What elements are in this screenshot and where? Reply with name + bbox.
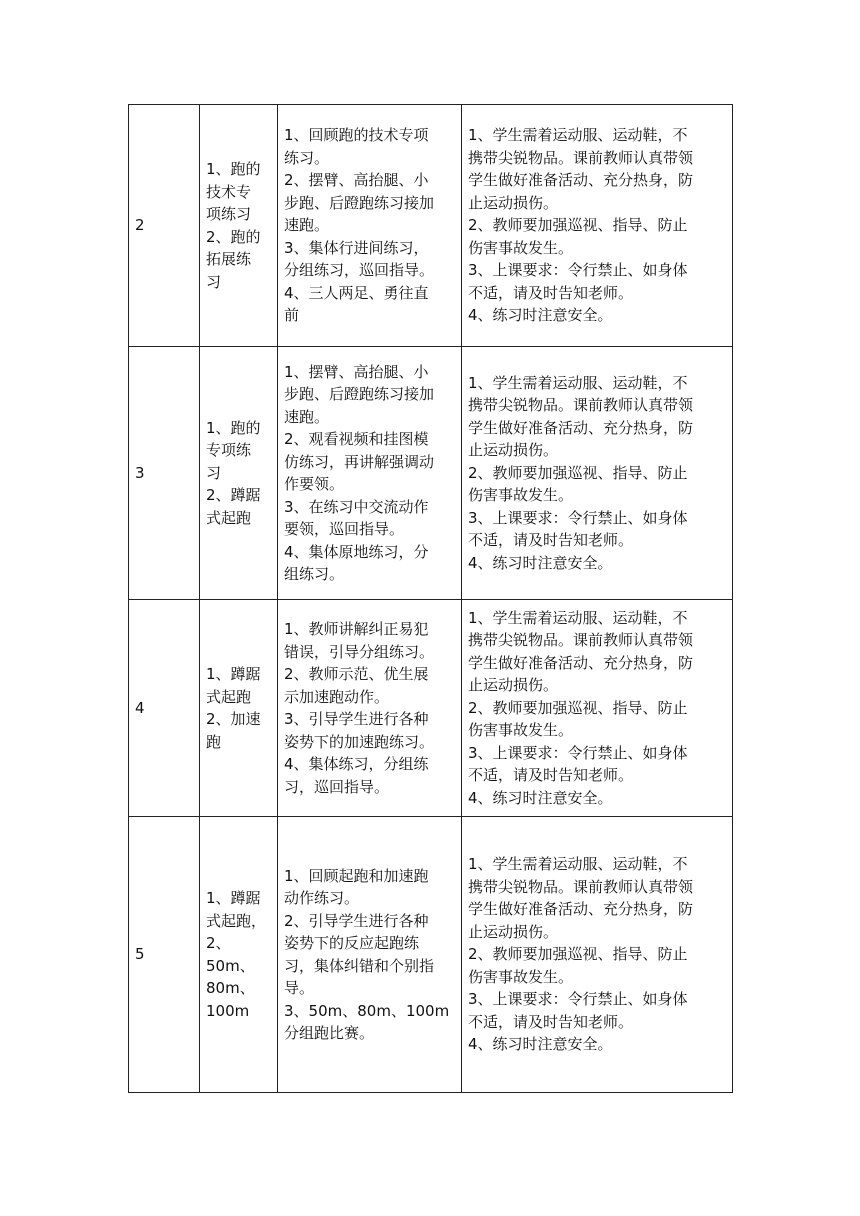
lesson-content-line: 姿势下的加速跑练习。	[284, 732, 435, 751]
safety-notes-line: 不适，请及时告知老师。	[468, 1012, 634, 1031]
lesson-content-line: 速跑。	[284, 407, 330, 426]
safety-notes-line: 4、练习时注意安全。	[468, 1035, 613, 1054]
lesson-content-line: 1、摆臂、高抬腿、小	[284, 362, 429, 381]
lesson-content-line: 动作练习。	[284, 889, 360, 907]
safety-notes-line: 不适，请及时告知老师。	[468, 283, 634, 302]
safety-notes-line: 2、教师要加强巡视、指导、防止	[468, 216, 688, 235]
lesson-number: 4	[135, 698, 145, 717]
lesson-content-line: 2、摆臂、高抬腿、小	[284, 171, 429, 190]
safety-notes-line: 3、上课要求：令行禁止、如身体	[468, 743, 688, 762]
safety-notes-line: 2、教师要加强巡视、指导、防止	[468, 463, 688, 482]
lesson-content-line: 姿势下的反应起跑练	[284, 934, 420, 952]
lesson-topic-line: 式起跑	[206, 508, 252, 527]
safety-notes-line: 1、学生需着运动服、运动鞋，不	[468, 855, 688, 874]
safety-notes-line: 携带尖锐物品。课前教师认真带领	[468, 631, 694, 650]
lesson-topic-line: 2、蹲踞	[206, 486, 261, 505]
lesson-topic-line: 跑	[206, 732, 222, 751]
lesson-content-line: 3、引导学生进行各种	[284, 710, 429, 728]
lesson-topic-cell	[200, 600, 278, 817]
safety-notes-line: 3、上课要求：令行禁止、如身体	[468, 508, 688, 527]
lesson-content-line: 组练习。	[284, 565, 345, 583]
safety-notes-line: 4、练习时注意安全。	[468, 788, 613, 807]
safety-notes-line: 止运动损伤。	[468, 676, 559, 695]
lesson-content-line: 2、引导学生进行各种	[284, 911, 429, 930]
safety-notes-line: 3、上课要求：令行禁止、如身体	[468, 261, 688, 280]
lesson-plan-table	[128, 104, 733, 1093]
lesson-content-line: 4、集体原地练习，分	[284, 542, 429, 561]
lesson-topic-line: 2、跑的	[206, 227, 261, 246]
lesson-number-cell	[129, 105, 200, 347]
table-row	[129, 817, 733, 1093]
safety-notes-line: 止运动损伤。	[468, 922, 559, 941]
table-row	[129, 600, 733, 817]
safety-notes-line: 伤害事故发生。	[468, 238, 574, 257]
lesson-topic-line: 式起跑	[206, 687, 252, 706]
lesson-topic-cell	[200, 817, 278, 1093]
safety-notes-line: 携带尖锐物品。课前教师认真带领	[468, 148, 694, 167]
lesson-topic-line: 拓展练	[206, 250, 252, 268]
lesson-content-line: 习，集体纠错和个别指	[284, 956, 435, 975]
lesson-content-line: 3、在练习中交流动作	[284, 497, 429, 516]
safety-notes-line: 伤害事故发生。	[468, 486, 574, 505]
lesson-content-line: 2、观看视频和挂图模	[284, 430, 429, 448]
lesson-content-line: 导。	[284, 979, 315, 997]
lesson-topic-line: 专项练	[206, 441, 252, 460]
lesson-topic-line: 式起跑，	[206, 911, 267, 930]
lesson-content-line: 速跑。	[284, 216, 330, 235]
safety-notes-line: 不适，请及时告知老师。	[468, 766, 634, 785]
safety-notes-line: 学生做好准备活动、充分热身，防	[468, 653, 694, 672]
safety-notes-line: 2、教师要加强巡视、指导、防止	[468, 698, 688, 717]
lesson-topic-cell	[200, 105, 278, 347]
safety-notes-line: 2、教师要加强巡视、指导、防止	[468, 945, 688, 964]
lesson-number: 3	[135, 463, 145, 482]
lesson-topic-line: 1、跑的	[206, 160, 261, 178]
lesson-content-line: 4、三人两足、勇往直	[284, 283, 429, 302]
lesson-topic-line: 习	[206, 272, 222, 291]
safety-notes-line: 学生做好准备活动、充分热身，防	[468, 900, 694, 919]
lesson-content-cell	[278, 817, 462, 1093]
lesson-topic-line: 1、跑的	[206, 418, 261, 437]
lesson-content-line: 1、回顾起跑和加速跑	[284, 866, 429, 885]
safety-notes-line: 学生做好准备活动、充分热身，防	[468, 171, 694, 190]
safety-notes-line: 4、练习时注意安全。	[468, 553, 613, 572]
lesson-content-cell	[278, 347, 462, 600]
safety-notes-line: 伤害事故发生。	[468, 967, 574, 986]
lesson-content-cell	[278, 600, 462, 817]
lesson-content-line: 前	[284, 306, 300, 325]
safety-notes-line: 携带尖锐物品。课前教师认真带领	[468, 396, 694, 415]
lesson-number: 5	[135, 945, 145, 964]
lesson-content-line: 1、回顾跑的技术专项	[284, 126, 429, 145]
lesson-content-line: 示加速跑动作。	[284, 687, 390, 706]
lesson-topic-line: 1、蹲踞	[206, 889, 261, 907]
safety-notes-line: 3、上课要求：令行禁止、如身体	[468, 990, 688, 1009]
safety-notes-line: 携带尖锐物品。课前教师认真带领	[468, 877, 694, 896]
lesson-content-line: 作要领。	[284, 475, 345, 493]
lesson-topic-line: 项练习	[206, 205, 252, 223]
lesson-topic-cell	[200, 347, 278, 600]
lesson-content-line: 练习。	[284, 148, 330, 167]
lesson-content-line: 3、50m、80m、100m	[284, 1001, 450, 1020]
safety-notes-line: 1、学生需着运动服、运动鞋，不	[468, 373, 688, 392]
lesson-content-line: 仿练习，再讲解强调动	[284, 452, 435, 471]
safety-notes-line: 4、练习时注意安全。	[468, 306, 613, 325]
lesson-topic-line: 1、蹲踞	[206, 665, 261, 683]
lesson-content-line: 分组跑比赛。	[284, 1024, 375, 1042]
lesson-content-line: 要领，巡回指导。	[284, 520, 405, 538]
lesson-topic-line: 习	[206, 463, 222, 482]
safety-notes-line: 不适，请及时告知老师。	[468, 531, 634, 550]
safety-notes-cell	[462, 347, 733, 600]
table-row	[129, 347, 733, 600]
lesson-number-cell	[129, 347, 200, 600]
lesson-content-line: 步跑、后蹬跑练习接加	[284, 385, 435, 403]
lesson-content-line: 步跑、后蹬跑练习接加	[284, 193, 435, 212]
lesson-topic-line: 技术专	[206, 182, 252, 201]
lesson-topic-line: 100m	[206, 1001, 250, 1020]
safety-notes-line: 1、学生需着运动服、运动鞋，不	[468, 126, 688, 145]
lesson-content-line: 4、集体练习，分组练	[284, 755, 429, 773]
lesson-plan-body	[129, 105, 733, 1093]
lesson-number-cell	[129, 817, 200, 1093]
lesson-number-cell	[129, 600, 200, 817]
safety-notes-line: 伤害事故发生。	[468, 721, 574, 740]
safety-notes-line: 止运动损伤。	[468, 441, 559, 460]
lesson-number: 2	[135, 216, 145, 235]
lesson-content-line: 习，巡回指导。	[284, 777, 390, 796]
safety-notes-cell	[462, 105, 733, 347]
lesson-content-line: 1、教师讲解纠正易犯	[284, 620, 429, 638]
safety-notes-line: 学生做好准备活动、充分热身，防	[468, 418, 694, 437]
safety-notes-line: 止运动损伤。	[468, 193, 559, 212]
lesson-topic-line: 80m、	[206, 979, 255, 997]
safety-notes-line: 1、学生需着运动服、运动鞋，不	[468, 608, 688, 627]
lesson-content-line: 2、教师示范、优生展	[284, 665, 429, 683]
lesson-content-line: 3、集体行进间练习，	[284, 238, 429, 257]
table-row	[129, 105, 733, 347]
lesson-content-line: 错误，引导分组练习。	[284, 642, 435, 661]
lesson-content-line: 分组练习，巡回指导。	[284, 261, 435, 280]
lesson-topic-line: 2、50m、	[206, 934, 255, 975]
lesson-content-cell	[278, 105, 462, 347]
safety-notes-cell	[462, 817, 733, 1093]
safety-notes-cell	[462, 600, 733, 817]
lesson-topic-line: 2、加速	[206, 710, 261, 728]
